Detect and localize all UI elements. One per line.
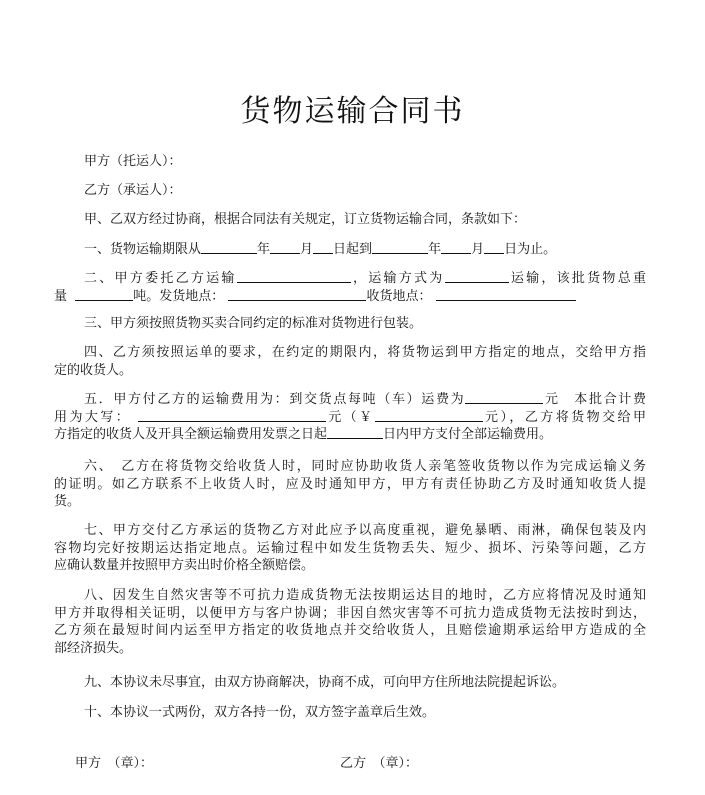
blank-rate-per-ton[interactable] — [465, 390, 543, 404]
party-b-label: 乙方（承运人）： — [84, 183, 182, 198]
clause-5-text: 元 本批合计费 — [543, 392, 646, 407]
clause-8-line: 乙方须在最短时间内运至甲方指定的收货地点并交给收货人，且赔偿逾期承运给甲方造成的全 — [54, 623, 646, 638]
intro-text: 甲、乙双方经过协商，根据合同法有关规定，订立货物运输合同，条款如下： — [84, 212, 527, 227]
clause-1-text: 月 — [471, 242, 485, 257]
party-a-signature: 甲方 （章）： — [75, 756, 154, 771]
clause-8-line: 部经济损失。 — [54, 640, 133, 656]
clause-4-line: 四、乙方须按照运单的要求，在约定的期限内，将货物运到甲方指定的地点，交给甲方指 — [84, 345, 646, 360]
blank-start-day[interactable] — [313, 240, 333, 254]
clause-7-line: 七、甲方交付乙方承运的货物乙方对此应予以高度重视，避免暴晒、雨淋，确保包装及内 — [84, 523, 646, 538]
blank-total-uppercase[interactable] — [138, 408, 326, 422]
clause-10: 十、本协议一式两份，双方各持一份，双方签字盖章后生效。 — [84, 705, 436, 720]
clause-1-text: 月 — [300, 242, 314, 257]
clause-8 — [54, 587, 646, 657]
clause-4-line: 定的收货人。 — [54, 362, 133, 378]
clause-1-text: 年 — [257, 242, 271, 257]
blank-end-year[interactable] — [372, 240, 428, 254]
clause-2-text: 二、甲方委托乙方运输 — [84, 271, 237, 286]
clause-2 — [54, 269, 646, 304]
clause-6 — [54, 458, 646, 511]
clause-4 — [54, 344, 646, 379]
blank-payment-days[interactable] — [327, 425, 383, 439]
blank-end-day[interactable] — [484, 240, 504, 254]
clause-7-line: 容物均完好按期运达指定地点。运输过程中如发生货物丢失、短少、损坏、污染等问题，乙方 — [54, 540, 646, 556]
clause-1-text: 日起到 — [333, 242, 373, 257]
clause-2-text: ，运输方式为 — [350, 271, 445, 286]
blank-end-month[interactable] — [441, 240, 471, 254]
clause-1-text: 年 — [428, 242, 442, 257]
clause-6-line: 六、 乙方在将货物交给收货人时，同时应协助收货人亲笔签收货物以作为完成运输义务 — [84, 459, 646, 474]
clause-5-text: 日内甲方支付全部运输费用。 — [383, 427, 553, 442]
blank-ship-to[interactable] — [436, 287, 576, 301]
clause-2-text: 运输，该批货物总重 — [508, 271, 646, 286]
clause-5-text: 元），乙方将货物交给甲 — [482, 409, 646, 425]
clause-9: 九、本协议未尽事宜，由双方协商解决，协商不成，可向甲方住所地法院提起诉讼。 — [84, 675, 566, 690]
document-title: 货物运输合同书 — [240, 94, 465, 129]
clause-8-line: 甲方并取得相关证明，以便甲方与客户协调；非因自然灾害等不可抗力造成货物无法按时到达， — [54, 605, 646, 621]
clause-5-text: 元（￥ — [325, 409, 375, 425]
party-a-label: 甲方（托运人）： — [84, 154, 182, 169]
blank-goods[interactable] — [237, 269, 351, 283]
clause-5-text: 五．甲方付乙方的运输费用为：到交货点每吨（车）运费为 — [84, 392, 466, 407]
clause-6-line: 的证明。如乙方联系不上收货人时，应及时通知甲方，甲方有责任协助乙方及时通知收货人提 — [54, 476, 646, 492]
clause-7-line: 应确认数量并按照甲方卖出时价格全额赔偿。 — [54, 558, 315, 573]
clause-7 — [54, 522, 646, 575]
clause-6-line: 货。 — [54, 494, 81, 509]
blank-weight[interactable] — [75, 287, 133, 301]
clause-5-text: 用为大写： — [54, 409, 132, 425]
blank-start-year[interactable] — [201, 240, 257, 254]
clause-3: 三、甲方须按照货物买卖合同约定的标准对货物进行包装。 — [84, 316, 423, 331]
blank-ship-from[interactable] — [228, 287, 366, 301]
clause-8-line: 八、因发生自然灾害等不可抗力造成货物无法按期运达目的地时，乙方应将情况及时通知 — [84, 588, 646, 603]
clause-1 — [54, 240, 676, 259]
clause-2-text: 量 — [54, 288, 68, 304]
clause-5 — [54, 390, 646, 443]
clause-2-text: 收货地点： — [366, 288, 432, 304]
blank-total-amount[interactable] — [375, 408, 483, 422]
clause-1-text: 日为止。 — [504, 242, 557, 257]
clause-2-text: 吨。发货地点： — [133, 288, 225, 304]
blank-transport-mode[interactable] — [445, 269, 509, 283]
party-b-signature: 乙方 （章）： — [340, 756, 419, 771]
blank-start-month[interactable] — [270, 240, 300, 254]
clause-1-text: 一、货物运输期限从 — [84, 242, 202, 257]
clause-5-text: 方指定的收货人及开具全额运输费用发票之日起 — [54, 427, 328, 442]
